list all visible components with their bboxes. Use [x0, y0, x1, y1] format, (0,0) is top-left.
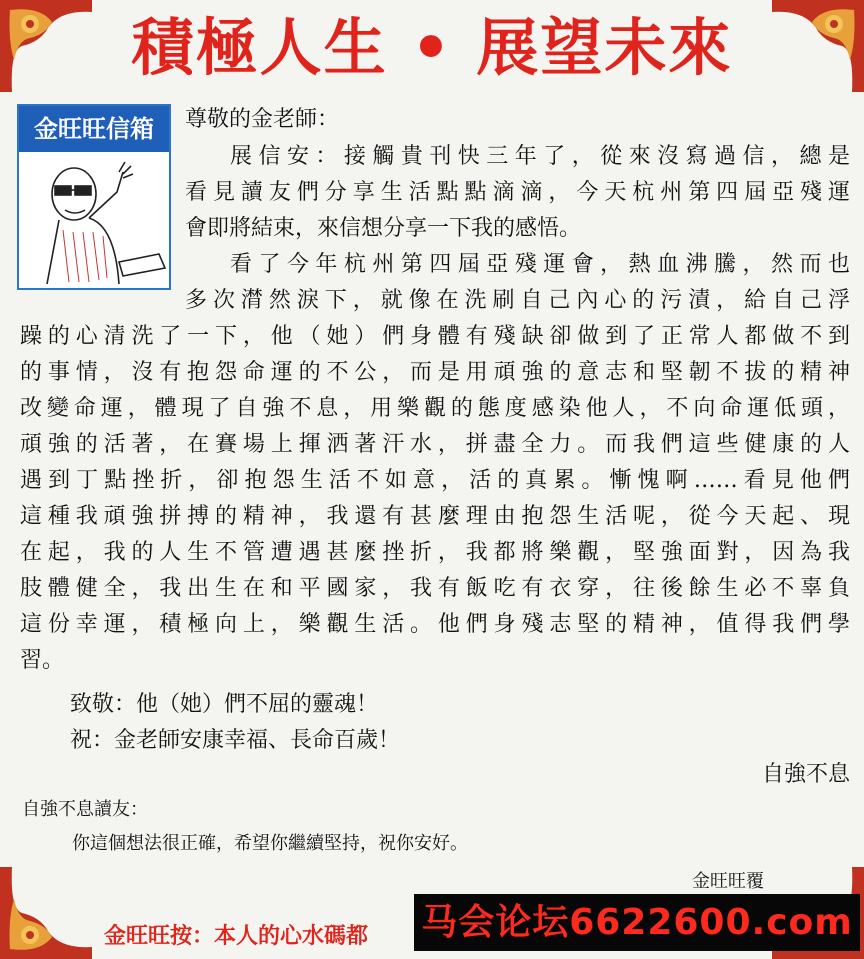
letter-salutation: 尊敬的金老師：: [185, 107, 340, 132]
letter-closing-wish: 祝：金老師安康幸福、長命百歲！: [70, 728, 401, 753]
reply-signature: 金旺旺覆: [692, 871, 764, 892]
letter-line: 肢體健全，我出生在和平國家，我有飯吃有衣穿，往後餘生必不辜負: [20, 576, 850, 601]
letter-line: 這種我頑強拼搏的精神，我還有甚麼理由抱怨生活呢，從今天起、現: [20, 504, 850, 529]
reply-body: 你這個想法很正確，希望你繼續堅持，祝你安好。: [72, 833, 468, 854]
reply-greeting: 自強不息讀友：: [22, 799, 148, 820]
mailbox-panel: [17, 104, 171, 290]
forum-watermark: 马会论坛6622600.com: [414, 894, 860, 951]
letter-line: 習。: [20, 648, 65, 673]
corner-ornament-bottom-left: [0, 867, 92, 959]
letter-line: 會即將結束，來信想分享一下我的感悟。: [185, 216, 582, 241]
letter-line: 改變命運，體現了自強不息，用樂觀的態度感染他人，不向命運低頭，: [20, 396, 850, 421]
letter-closing-tribute: 致敬：他（她）們不屈的靈魂！: [70, 692, 379, 717]
page-title: 積極人生 • 展望未來: [131, 11, 733, 84]
letter-line: 遇到丁點挫折，卻抱怨生活不如意，活的真累。慚愧啊……看見他們: [20, 468, 850, 493]
letter-line: 躁的心清洗了一下，他（她）們身體有殘缺卻做到了正常人都做不到: [20, 324, 850, 349]
letter-line: 看見讀友們分享生活點點滴滴，今天杭州第四屆亞殘運: [185, 180, 850, 205]
letter-line: 多次潸然淚下，就像在洗刷自己內心的污漬，給自己浮: [185, 288, 850, 313]
teacher-illustration: [19, 152, 169, 286]
letter-line: 看了今年杭州第四屆亞殘運會，熱血沸騰，然而也: [230, 252, 850, 277]
letter-line: 的事情，沒有抱怨命運的不公，而是用頑強的意志和堅韌不拔的精神: [20, 360, 850, 385]
letter-line: 這份幸運，積極向上，樂觀生活。他們身殘志堅的精神，值得我們學: [20, 612, 850, 637]
editor-note: 金旺旺按：本人的心水碼都: [104, 924, 369, 949]
letter-line: 頑強的活著，在賽場上揮洒著汗水，拼盡全力。而我們這些健康的人: [20, 432, 850, 457]
letter-line: 在起，我的人生不管遭遇甚麼挫折，我都將樂觀，堅強面對，因為我: [20, 540, 850, 565]
letter-line: 展信安：接觸貴刊快三年了，從來沒寫過信，總是: [230, 144, 850, 169]
mailbox-label: 金旺旺信箱: [19, 106, 169, 152]
letter-signature: 自強不息: [761, 762, 850, 787]
